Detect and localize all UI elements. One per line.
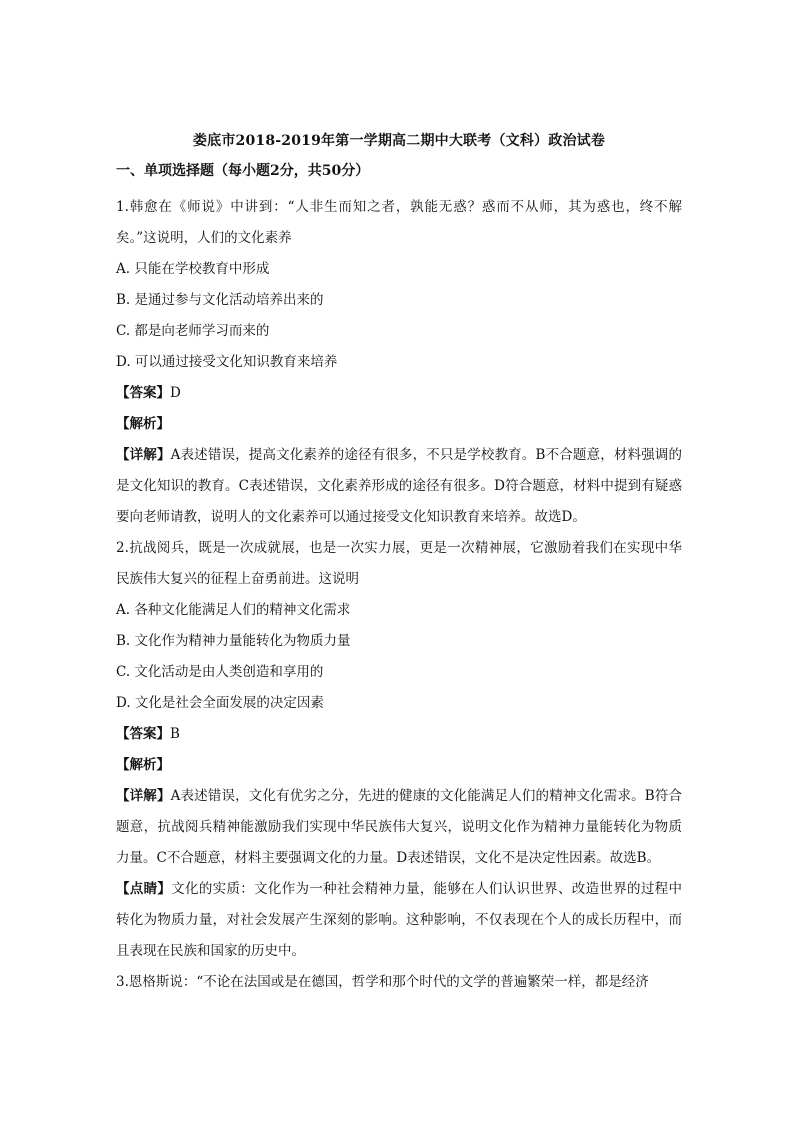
question-2-analysis [116, 750, 682, 781]
page-title: 娄底市2018-2019年第一学期高二期中大联考（文科）政治试卷 [192, 133, 606, 149]
answer-value: B [170, 726, 180, 742]
section-heading: 一、单项选择题（每小题2分，共50分） [116, 163, 370, 179]
detail-text: A表述错误，文化有优劣之分，先进的健康的文化能满足人们的精神文化需求。B符合题意，抗战阅兵精神能激励我们实现中华民族伟大复兴，说明文化作为精神力量能转化为物质力量。C不合题意，材料主要强调文化的力量。D表述错误，文化不是决定性因素。故选B。 [116, 788, 683, 866]
analysis-label: 【解析】 [116, 757, 170, 773]
document-content [116, 131, 682, 998]
question-2-option-b: B. 文化作为精神力量能转化为物质力量 [116, 633, 351, 649]
detail-label: 【详解】 [116, 447, 171, 463]
answer-label: 【答案】 [116, 726, 170, 742]
answer-label: 【答案】 [116, 385, 170, 401]
question-2-tip [116, 874, 682, 967]
answer-value: D [170, 385, 181, 401]
question-1-answer [116, 378, 682, 409]
question-1-option-c: C. 都是向老师学习而来的 [116, 323, 270, 339]
analysis-label: 【解析】 [116, 416, 170, 432]
question-2-detail [116, 781, 682, 874]
question-1 [116, 192, 682, 533]
question-3 [116, 967, 682, 998]
question-3-stem: 3.恩格斯说：“不论在法国或是在德国，哲学和那个时代的文学的普遍繁荣一样，都是经济 [116, 974, 649, 990]
question-2-answer [116, 719, 682, 750]
question-2-stem: 2.抗战阅兵，既是一次成就展，也是一次实力展，更是一次精神展，它激励着我们在实现中华民族伟大复兴的征程上奋勇前进。这说明 [116, 540, 682, 587]
tip-label: 【点睛】 [116, 881, 172, 897]
tip-text: 文化的实质：文化作为一种社会精神力量，能够在人们认识世界、改造世界的过程中转化为物质力量，对社会发展产生深刻的影响。这种影响，不仅表现在个人的成长历程中，而且表现在民族和国家的历史中。 [116, 881, 682, 959]
question-2-option-d: D. 文化是社会全面发展的决定因素 [116, 695, 324, 711]
question-2-option-a: A. 各种文化能满足人们的精神文化需求 [116, 602, 351, 618]
detail-text: A表述错误，提高文化素养的途径有很多，不只是学校教育。B不合题意，材料强调的是文化知识的教育。C表述错误，文化素养形成的途径有很多。D符合题意，材料中提到有疑惑要向老师请教，说明人的文化素养可以通过接受文化知识教育来培养。故选D。 [116, 447, 683, 525]
question-1-option-a: A. 只能在学校教育中形成 [116, 261, 270, 277]
question-2-option-c: C. 文化活动是由人类创造和享用的 [116, 664, 324, 680]
question-2 [116, 533, 682, 967]
question-1-option-b: B. 是通过参与文化活动培养出来的 [116, 292, 324, 308]
question-1-analysis [116, 409, 682, 440]
detail-label: 【详解】 [116, 788, 171, 804]
question-1-option-d: D. 可以通过接受文化知识教育来培养 [116, 354, 338, 370]
question-1-stem: 1.韩愈在《师说》中讲到：“人非生而知之者，孰能无惑？惑而不从师，其为惑也，终不解矣。”这说明，人们的文化素养 [116, 199, 682, 246]
question-1-detail [116, 440, 682, 533]
